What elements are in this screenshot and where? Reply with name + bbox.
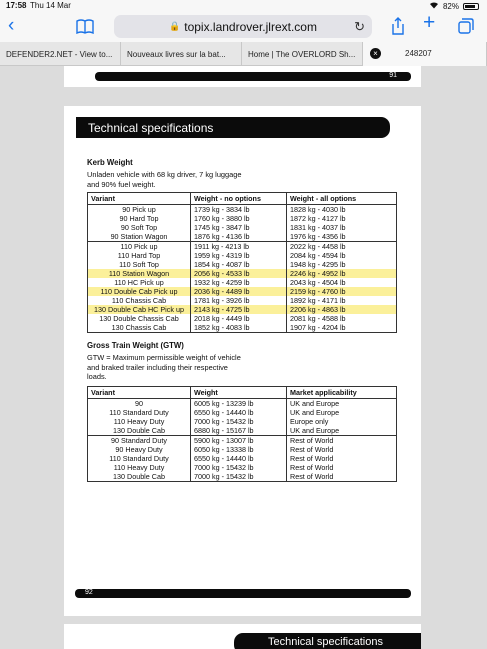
gtw-note-line: GTW = Maximum permissible weight of vehicle xyxy=(87,353,241,362)
table-cell: Rest of World xyxy=(287,472,397,482)
table-cell: 110 Double Cab Pick up xyxy=(88,287,191,296)
tab-label: 248207 xyxy=(405,49,432,58)
table-cell: 110 Heavy Duty xyxy=(113,462,165,472)
table-cell: 1739 kg - 3834 lb xyxy=(191,205,287,215)
close-tab-icon[interactable]: × xyxy=(370,48,381,59)
table-cell: 1892 kg - 4171 lb xyxy=(287,296,397,305)
add-tab-icon[interactable]: + xyxy=(423,11,436,34)
previous-page xyxy=(64,66,421,87)
table-header-row xyxy=(88,193,397,205)
gtw-note-line: loads. xyxy=(87,372,107,381)
section-title: Technical specifications xyxy=(268,636,383,648)
table-row xyxy=(88,472,397,482)
kerb-weight-title: Kerb Weight xyxy=(87,158,133,167)
tab-nouveaux-livres[interactable] xyxy=(121,42,242,66)
gtw-table xyxy=(87,386,397,482)
table-cell: Europe only xyxy=(287,417,397,426)
status-right xyxy=(429,1,479,11)
battery-icon xyxy=(463,3,479,10)
page-footer-bar xyxy=(75,589,411,598)
table-cell: 6550 kg - 14440 lb xyxy=(191,454,287,463)
table-cell: 2206 kg - 4863 lb xyxy=(287,305,397,314)
table-cell: 2159 kg - 4760 lb xyxy=(287,287,397,296)
battery-percent: 82% xyxy=(442,1,459,11)
table-cell: 6005 kg - 13239 lb xyxy=(191,398,287,408)
tab-overlord[interactable] xyxy=(242,42,363,66)
table-cell: 110 Hard Top xyxy=(117,251,161,260)
table-row xyxy=(88,205,397,215)
table-cell: Rest of World xyxy=(287,454,397,463)
table-cell: 2246 kg - 4952 lb xyxy=(287,269,397,278)
table-row xyxy=(88,408,397,417)
section-banner xyxy=(234,633,421,649)
table-cell: 2018 kg - 4449 lb xyxy=(191,314,287,323)
table-cell: 2081 kg - 4588 lb xyxy=(287,314,397,323)
tab-bar xyxy=(0,42,487,66)
table-cell: 90 Station Wagon xyxy=(110,232,168,241)
gtw-note-line: and braked trailer including their respective xyxy=(87,362,228,372)
table-cell: 5900 kg - 13007 lb xyxy=(191,435,287,445)
table-cell: 90 Soft Top xyxy=(120,223,158,232)
table-row xyxy=(88,278,397,287)
table-cell: Rest of World xyxy=(287,435,397,445)
table-row xyxy=(88,214,397,223)
address-url: topix.landrover.jlrext.com xyxy=(184,19,317,34)
table-cell: 1907 kg - 4204 lb xyxy=(287,323,397,333)
table-cell: 2084 kg - 4594 lb xyxy=(287,251,397,260)
back-icon[interactable]: ‹ xyxy=(8,15,15,36)
table-cell: UK and Europe xyxy=(287,408,397,417)
table-cell: 1959 kg - 4319 lb xyxy=(191,251,287,260)
table-cell: 110 Chassis Cab xyxy=(111,296,167,305)
table-cell: 130 Double Cab xyxy=(113,471,165,481)
page-number: 91 xyxy=(389,72,397,79)
table-row xyxy=(88,398,397,408)
table-cell: 2056 kg - 4533 lb xyxy=(191,269,287,278)
table-cell: 130 Chassis Cab xyxy=(111,323,167,332)
tab-defender2[interactable] xyxy=(0,42,121,66)
column-header: Weight - no options xyxy=(191,193,287,205)
table-row xyxy=(88,242,397,252)
column-header: Market applicability xyxy=(287,386,397,398)
kerb-note-line: and 90% fuel weight. xyxy=(87,180,156,189)
table-cell: 90 Heavy Duty xyxy=(115,444,163,454)
wifi-icon xyxy=(429,1,439,11)
table-row xyxy=(88,445,397,454)
table-row xyxy=(88,287,397,296)
table-cell: 110 Pick up xyxy=(88,242,191,252)
status-time: 17:58 xyxy=(6,1,27,10)
table-cell: 1876 kg - 4136 lb xyxy=(191,232,287,242)
table-row xyxy=(88,251,397,260)
table-cell: 1781 kg - 3926 lb xyxy=(191,296,287,305)
page-footer-bar xyxy=(95,72,411,81)
table-cell: 1948 kg - 4295 lb xyxy=(287,260,397,269)
table-cell: 90 xyxy=(135,398,143,408)
table-cell: Rest of World xyxy=(287,463,397,472)
page-number: 92 xyxy=(85,589,93,596)
table-cell: 130 Double Chassis Cab xyxy=(99,314,179,323)
table-cell: 7000 kg - 15432 lb xyxy=(191,417,287,426)
table-cell: 1831 kg - 4037 lb xyxy=(287,223,397,232)
table-row xyxy=(88,232,397,242)
table-cell: 6880 kg - 15167 lb xyxy=(191,426,287,436)
table-cell: 1932 kg - 4259 lb xyxy=(191,278,287,287)
table-cell: 110 Heavy Duty xyxy=(113,416,165,426)
share-icon[interactable] xyxy=(391,17,405,39)
table-cell: 2043 kg - 4504 lb xyxy=(287,278,397,287)
table-cell: 90 Pick up xyxy=(122,205,156,214)
table-row xyxy=(88,426,397,436)
table-cell: 90 Standard Duty xyxy=(88,435,191,445)
column-header: Variant xyxy=(88,193,191,205)
table-row xyxy=(88,223,397,232)
column-header: Weight xyxy=(191,386,287,398)
table-cell: 90 Hard Top xyxy=(119,214,159,223)
table-cell: 110 Standard Duty xyxy=(109,407,169,417)
book-icon[interactable] xyxy=(76,19,94,38)
gtw-note xyxy=(87,353,257,382)
table-cell: 1852 kg - 4083 lb xyxy=(191,323,287,333)
table-cell: 1760 kg - 3880 lb xyxy=(191,214,287,223)
table-cell: 2143 kg - 4725 lb xyxy=(191,305,287,314)
table-cell: UK and Europe xyxy=(287,426,397,436)
tab-label: Nouveaux livres sur la bat... xyxy=(127,49,226,59)
table-cell: 110 Station Wagon xyxy=(88,269,191,278)
table-cell: 110 Standard Duty xyxy=(109,453,169,463)
table-cell: 1854 kg - 4087 lb xyxy=(191,260,287,269)
table-cell: Rest of World xyxy=(287,445,397,454)
tab-active[interactable] xyxy=(363,42,487,66)
column-header: Weight - all options xyxy=(287,193,397,205)
table-cell: 130 Double Cab xyxy=(113,425,165,435)
table-cell: 110 HC Pick up xyxy=(114,278,164,287)
tab-label: Home | The OVERLORD Sh... xyxy=(248,49,356,59)
table-row xyxy=(88,435,397,445)
page-content xyxy=(87,158,397,482)
table-cell: 6550 kg - 14440 lb xyxy=(191,408,287,417)
gtw-title: Gross Train Weight (GTW) xyxy=(87,341,184,350)
next-page xyxy=(64,624,421,649)
kerb-weight-note xyxy=(87,170,397,190)
table-cell: 1976 kg - 4356 lb xyxy=(287,232,397,242)
table-cell: 1745 kg - 3847 lb xyxy=(191,223,287,232)
tab-label: DEFENDER2.NET - View to... xyxy=(6,49,113,59)
table-header-row xyxy=(88,386,397,398)
table-cell: 1828 kg - 4030 lb xyxy=(287,205,397,215)
table-row xyxy=(88,260,397,269)
status-bar xyxy=(0,0,487,12)
table-cell: 1872 kg - 4127 lb xyxy=(287,214,397,223)
reload-icon[interactable]: ↻ xyxy=(354,19,365,34)
tabs-icon[interactable] xyxy=(458,18,474,38)
table-row xyxy=(88,305,397,314)
table-row xyxy=(88,417,397,426)
table-row xyxy=(88,296,397,305)
table-row xyxy=(88,269,397,278)
table-cell: 6050 kg - 13338 lb xyxy=(191,445,287,454)
table-row xyxy=(88,454,397,463)
table-row xyxy=(88,314,397,323)
table-cell: 130 Double Cab HC Pick up xyxy=(88,305,191,314)
section-title: Technical specifications xyxy=(88,121,214,135)
browser-toolbar xyxy=(0,12,487,42)
address-bar[interactable] xyxy=(114,15,372,38)
kerb-note-line: Unladen vehicle with 68 kg driver, 7 kg luggage xyxy=(87,170,242,179)
table-row xyxy=(88,323,397,333)
document-page xyxy=(64,106,421,616)
column-header: Variant xyxy=(88,386,191,398)
table-cell: 2022 kg - 4458 lb xyxy=(287,242,397,252)
table-cell: 7000 kg - 15432 lb xyxy=(191,472,287,482)
table-cell: 7000 kg - 15432 lb xyxy=(191,463,287,472)
lock-icon: 🔒 xyxy=(169,21,181,31)
status-date: Thu 14 Mar xyxy=(30,1,71,10)
table-cell: 110 Soft Top xyxy=(119,260,159,269)
table-row xyxy=(88,463,397,472)
kerb-weight-table xyxy=(87,192,397,333)
table-cell: 2036 kg - 4489 lb xyxy=(191,287,287,296)
table-cell: UK and Europe xyxy=(287,398,397,408)
table-cell: 1911 kg - 4213 lb xyxy=(191,242,287,252)
section-banner xyxy=(76,117,390,138)
